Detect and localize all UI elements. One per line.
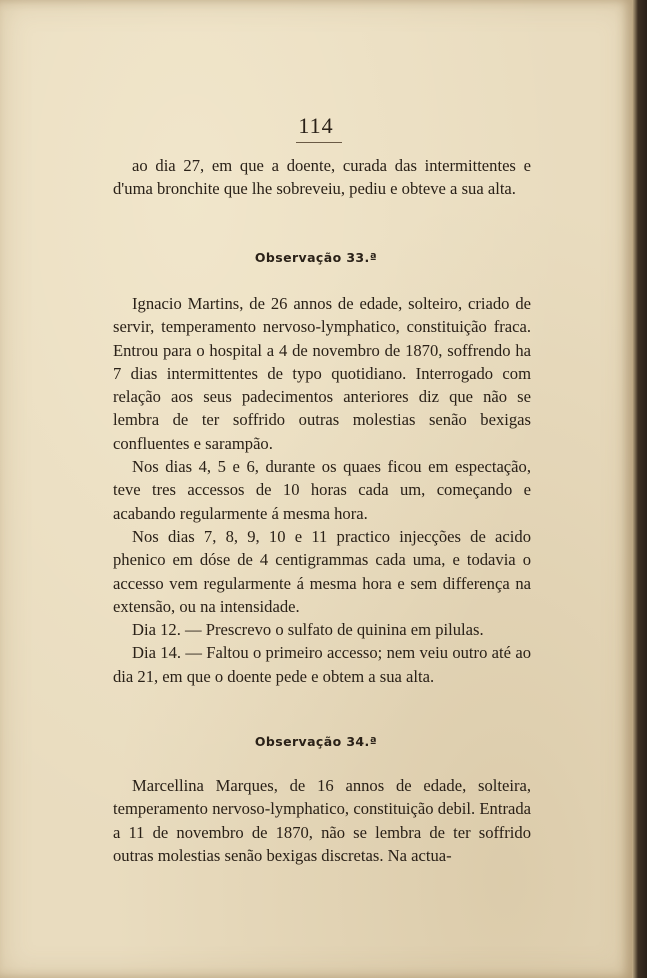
- observation-33-body: [113, 292, 531, 688]
- paragraph: Nos dias 7, 8, 9, 10 e 11 practico injecções de acido phenico em dóse de 4 centigrammas cada uma, e todavia o accesso vem regularmente á mesma hora e sem differença na extensão, ou na intensidade.: [113, 526, 531, 616]
- observation-33-heading: Observação 33.ª: [254, 250, 378, 265]
- observation-34-body: [113, 774, 531, 867]
- paragraph: Dia 12. — Prescrevo o sulfato de quinina em pilulas.: [132, 620, 484, 640]
- paragraph: Ignacio Martins, de 26 annos de edade, solteiro, criado de servir, temperamento nervoso-lymphatico, constituição fraca. Entrou para o hospital a 4 de novembro de 1870, soffrendo ha 7 dias intermittentes de typo quotidiano. Interrogado com relação aos seus padecimentos anteriores diz que não se lembra de ter soffrido outras molestias senão bexigas confluentes e sarampão.: [113, 294, 531, 453]
- paragraph: Dia 14. — Faltou o primeiro accesso; nem veiu outro até ao dia 21, em que o doente pede e obtem a sua alta.: [113, 643, 531, 686]
- page-number-rule: [296, 142, 342, 143]
- continuation-text: ao dia 27, em que a doente, curada das intermittentes e d'uma bronchite que lhe sobreveiu, pediu e obteve a sua alta.: [113, 156, 531, 199]
- page-edge: [632, 0, 647, 978]
- observation-34-heading: Observação 34.ª: [254, 734, 378, 749]
- page-number: 114: [298, 113, 334, 138]
- paragraph: Nos dias 4, 5 e 6, durante os quaes ficou em espectação, teve tres accessos de 10 horas cada um, começando e acabando regularmente á mesma hora.: [113, 457, 531, 523]
- continuation-paragraph: [113, 154, 531, 201]
- paragraph: Marcellina Marques, de 16 annos de edade, solteira, temperamento nervoso-lymphatico, constituição debil. Entrada a 11 de novembro de 1870, não se lembra de ter soffrido outras molestias senão bexigas discretas. Na actua-: [113, 776, 531, 865]
